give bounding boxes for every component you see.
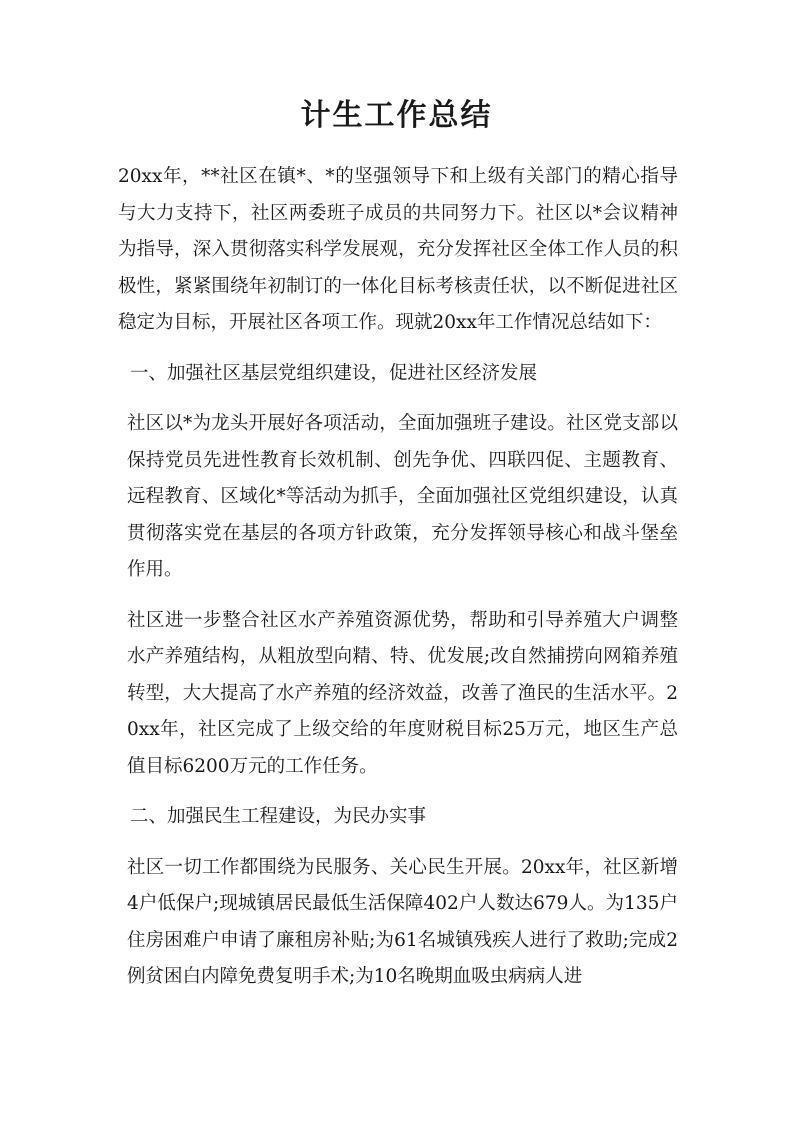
section-1-paragraph: 社区以*为龙头开展好各项活动，全面加强班子建设。社区党支部以保持党员先进性教育长效机制、创先争优、四联四促、主题教育、远程教育、区域化*等活动为抓手，全面加强社区党组织建设，认真贯彻落实党在基层的各项方针政策，充分发挥领导核心和战斗堡垒作用。 bbox=[127, 413, 678, 580]
document-body bbox=[118, 159, 678, 1010]
section-1-paragraph: 社区进一步整合社区水产养殖资源优势，帮助和引导养殖大户调整水产养殖结构，从粗放型向精、特、优发展;改自然捕捞向网箱养殖转型，大大提高了水产养殖的经济效益，改善了渔民的生活水平。20xx年，社区完成了上级交给的年度财税目标25万元，地区生产总值目标6200万元的工作任务。 bbox=[127, 609, 678, 777]
section-2-paragraph: 社区一切工作都围绕为民服务、关心民生开展。20xx年，社区新增4户低保户;现城镇居民最低生活保障402户人数达679人。为135户住房困难户申请了廉租房补贴;为61名城镇残疾人进行了救助;完成2例贫困白内障免费复明手术;为10名晚期血吸虫病病人进 bbox=[127, 856, 678, 987]
section-1-heading: 一、加强社区基层党组织建设，促进社区经济发展 bbox=[130, 362, 538, 384]
intro-paragraph: 20xx年，**社区在镇*、*的坚强领导下和上级有关部门的精心指导与大力支持下，社区两委班子成员的共同努力下。社区以*会议精神为指导，深入贯彻落实科学发展观，充分发挥社区全体工作人员的积极性，紧紧围绕年初制订的一体化目标考核责任状，以不断促进社区稳定为目标，开展社区各项工作。现就20xx年工作情况总结如下： bbox=[118, 166, 678, 333]
document-title: 计生工作总结 bbox=[300, 98, 493, 133]
section-2-heading: 二、加强民生工程建设，为民办实事 bbox=[130, 806, 427, 827]
